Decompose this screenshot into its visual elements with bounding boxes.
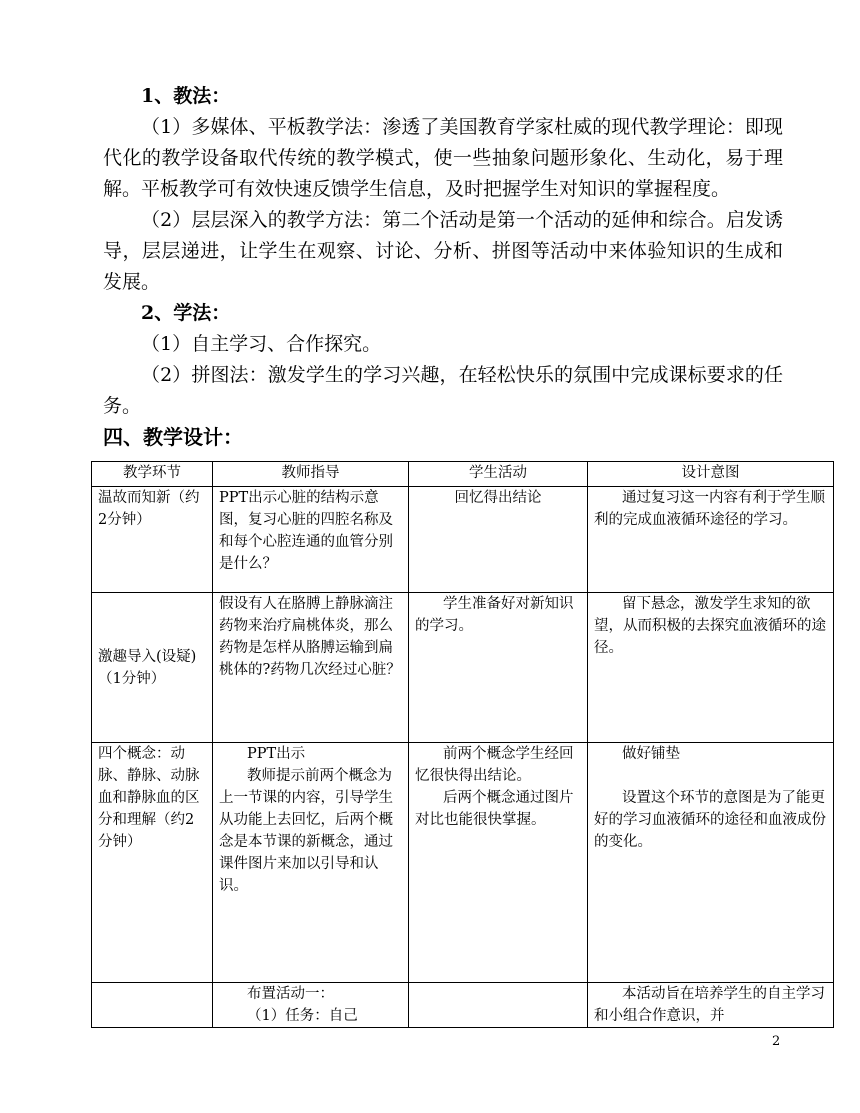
cell-intent [588, 743, 834, 983]
intent-groundwork: 做好铺垫 [622, 746, 680, 762]
cell-intent: 留下悬念，激发学生求知的欲望，从而积极的去探究血液循环的途径。 [588, 593, 834, 743]
cell-teacher: PPT出示心脏的结构示意图，复习心脏的四腔名称及和每个心腔连通的血管分别是什么？ [213, 487, 409, 593]
cell-student [409, 743, 588, 983]
page-number: 2 [772, 1034, 781, 1049]
section-heading-learning-methods: 2、学法： [141, 302, 231, 324]
cell-intent: 通过复习这一内容有利于学生顺利的完成血液循环途径的学习。 [588, 487, 834, 593]
teacher-task: （1）任务：自己 [247, 1008, 358, 1024]
teacher-activity-one: 布置活动一： [247, 986, 334, 1002]
cell-stage [92, 983, 213, 1028]
table-header-row [92, 462, 834, 487]
header-intent: 设计意图 [588, 462, 834, 487]
paragraph-jigsaw: （2）拼图法：激发学生的学习兴趣，在轻松快乐的氛围中完成课标要求的任务。 [103, 364, 783, 417]
teacher-ppt-line: PPT出示 [247, 746, 306, 762]
cell-teacher [213, 743, 409, 983]
cell-teacher [213, 983, 409, 1028]
table-row [92, 743, 834, 983]
section-heading-design: 四、教学设计： [103, 425, 243, 449]
cell-intent: 本活动旨在培养学生的自主学习和小组合作意识，并 [588, 983, 834, 1028]
section-heading-teaching-methods: 1、教法： [141, 85, 231, 107]
header-student: 学生活动 [409, 462, 588, 487]
header-teacher: 教师指导 [213, 462, 409, 487]
cell-stage: 激趣导入(设疑)（1分钟） [92, 593, 213, 743]
cell-stage: 四个概念：动脉、静脉、动脉血和静脉血的区分和理解（约2分钟） [92, 743, 213, 983]
header-stage: 教学环节 [92, 462, 213, 487]
paragraph-layered: （2）层层深入的教学方法：第二个活动是第一个活动的延伸和综合。启发诱导，层层递进，让学生在观察、讨论、分析、拼图等活动中来体验知识的生成和发展。 [103, 209, 783, 293]
table-row [92, 593, 834, 743]
body-text [103, 81, 783, 453]
teacher-guidance: 教师提示前两个概念为上一节课的内容，引导学生从功能上去回忆，后两个概念是本节课的新概念，通过课件图片来加以引导和认识。 [219, 768, 393, 894]
cell-student: 回忆得出结论 [409, 487, 588, 593]
intent-purpose: 设置这个环节的意图是为了能更好的学习血液循环的途径和血液成份的变化。 [594, 790, 826, 850]
cell-stage: 温故而知新（约2分钟） [92, 487, 213, 593]
student-compare: 后两个概念通过图片对比也能很快掌握。 [415, 790, 574, 828]
cell-teacher: 假设有人在胳膊上静脉滴注药物来治疗扁桃体炎，那么药物是怎样从胳膊运输到扁桃体的?药物几次经过心脏？ [213, 593, 409, 743]
paragraph-multimedia: （1）多媒体、平板教学法：渗透了美国教育学家杜威的现代教学理论：即现代化的教学设备取代传统的教学模式，使一些抽象问题形象化、生动化，易于理解。平板教学可有效快速反馈学生信息，及时把握学生对知识的掌握程度。 [103, 116, 783, 200]
table-row [92, 983, 834, 1028]
table-row [92, 487, 834, 593]
paragraph-self-study: （1）自主学习、合作探究。 [141, 333, 382, 355]
student-recall: 前两个概念学生经回忆很快得出结论。 [415, 746, 574, 784]
cell-student [409, 983, 588, 1028]
lesson-design-table [91, 461, 834, 1028]
cell-student: 学生准备好对新知识的学习。 [409, 593, 588, 743]
